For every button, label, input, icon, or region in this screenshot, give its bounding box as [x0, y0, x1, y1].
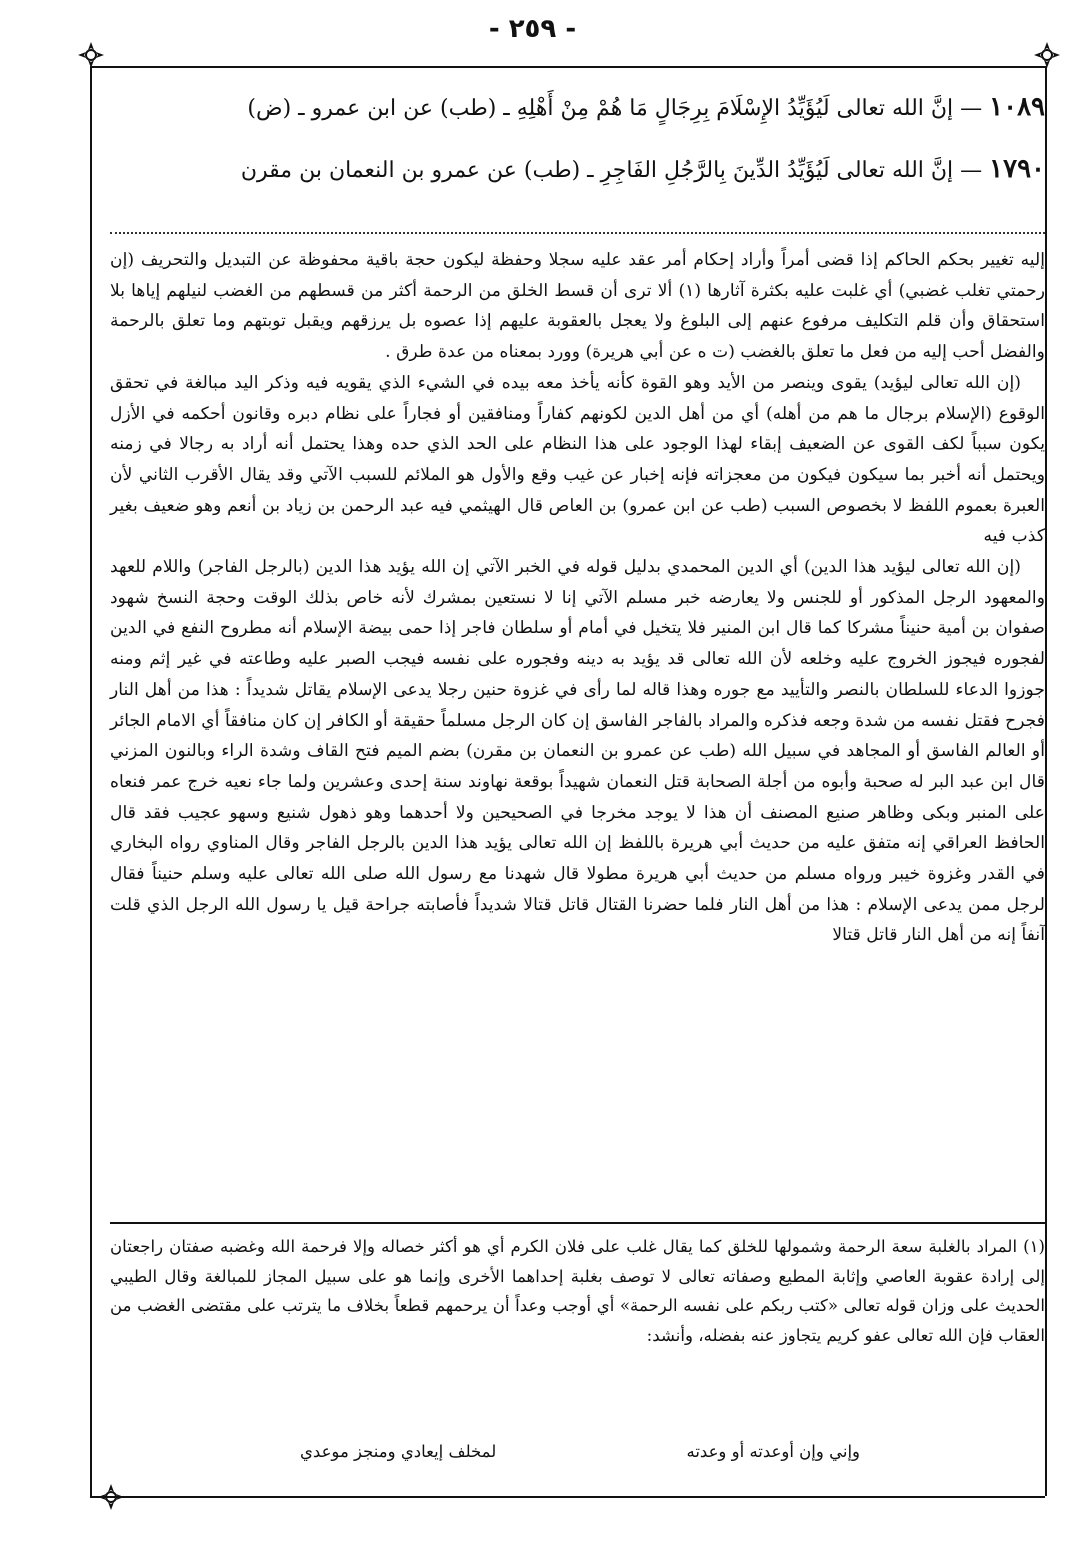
hadith-list: [110, 88, 1045, 212]
page-number: - ٢٥٩ -: [488, 14, 577, 44]
footnote: [110, 1232, 1045, 1350]
corner-ornament-icon: [76, 40, 106, 70]
footnote-divider: [110, 1222, 1045, 1224]
hadith-entry: [110, 88, 1045, 128]
hadith-entry: [110, 150, 1045, 190]
hadith-number: ١٧٩٠: [989, 154, 1045, 184]
commentary-paragraph: (إن الله تعالى ليؤيد) يقوى وينصر من الأيد وهو القوة كأنه يأخذ معه بيده في الشيء الذي يقويه فيه وذكر اليد مبالغة في تحقق الوقوع (الإسلام برجال ما هم من أهله) أي من أهل الدين لكونهم كفاراً ومنافقين أو فجاراً على نظام دبره وقانون أحكمه في الأزل يكون سبباً لكف القوى عن الضعيف إبقاء لهذا الوجود على هذا النظام على الحد الذي حده وهذا يحتمل أنه أراد به رجالا في زمنه ويحتمل أنه أخبر بما سيكون فيكون من معجزاته فإنه إخبار عن غيب وقع والأول هو الملائم للسبب الآتي وقد يقال الأقرب الثاني لأن العبرة بعموم اللفظ لا بخصوص السبب (طب عن ابن عمرو) بن العاص قال الهيثمي فيه عبد الرحمن بن زياد بن أنعم وهو ضعيف بغير كذب فيه: [110, 372, 1045, 547]
verse-second-hemistich: لمخلف إيعادي ومنجز موعدي: [300, 1442, 497, 1461]
corner-ornament-icon: [96, 1482, 126, 1512]
frame-left-line: [90, 66, 92, 1496]
hadith-text: — إنَّ الله تعالى لَيُؤَيِّدُ الدِّينَ بِالرَّجُلِ الفَاجِرِ ـ (طب) عن عمرو بن النعمان بن مقرن: [240, 158, 983, 183]
frame-top-line: [90, 66, 1045, 68]
frame-bottom-line: [90, 1496, 1045, 1498]
commentary-paragraph: إليه تغيير بحكم الحاكم إذا قضى أمراً وأراد إحكام أمر عقد عليه سجلا وحفظة ليكون حجة باقية محفوظة عن التبديل والتحريف (إن رحمتي تغلب غضبي) أي غلبت عليه بكثرة آثارها (١) ألا ترى أن قسط الخلق من الرحمة أكثر من قسطهم من الغضب لنيلهم إياها بلا استحقاق وأن قلم التكليف مرفوع عنهم إلى البلوغ ولا يعجل بالعقوبة عليهم إذا عصوه بل يرزقهم ويقبل توبتهم وما تعلق بالرحمة والفضل أحب إليه من فعل ما تعلق بالغضب (ت ه عن أبي هريرة) وورد بمعناه من عدة طرق .: [110, 250, 1046, 363]
hadith-text: — إنَّ الله تعالى لَيُؤَيِّدُ الإِسْلَامَ بِرِجَالٍ مَا هُمْ مِنْ أَهْلِهِ ـ (طب) عن ابن عمرو ـ (ض): [247, 96, 983, 121]
dotted-separator: [110, 232, 1045, 234]
commentary-body: [110, 245, 1045, 951]
footnote-verse: [300, 1442, 860, 1461]
footnote-text: (١) المراد بالغلبة سعة الرحمة وشمولها للخلق كما يقال غلب على فلان الكرم أي هو أكثر خصاله وإلا فرحمة الله وغضبه صفتان راجعتان إلى إرادة عقوبة العاصي وإثابة المطيع وصفاته تعالى لا توصف بغلبة إحداهما الأخرى وإنما هو على سبيل المجاز للمبالغة وقال الطيبي الحديث على وزان قوله تعالى «كتب ربكم على نفسه الرحمة» أي أوجب وعداً أن يرحمهم قطعاً بخلاف ما يترتب على مقتضى الغضب من العقاب فإن الله تعالى عفو كريم يتجاوز عنه بفضله، وأنشد:: [110, 1237, 1045, 1345]
hadith-number: ١٠٨٩: [989, 92, 1045, 122]
frame-right-line: [1045, 66, 1047, 1496]
commentary-paragraph: (إن الله تعالى ليؤيد هذا الدين) أي الدين المحمدي بدليل قوله في الخبر الآتي إن الله يؤيد هذا الدين (بالرجل الفاجر) واللام للعهد والمعهود الرجل المذكور أو للجنس ولا يعارضه خبر مسلم الآتي إنا لا نستعين بمشرك لأنه خاص بذلك الوقت وحجة النسخ شهود صفوان بن أمية حنيناً مشركا كما قال ابن المنير فلا يتخيل في أمام أو سلطان فاجر إذا حمى بيضة الإسلام أنه مطروح النفع في الدين لفجوره فيجوز الخروج عليه وخلعه لأن الله تعالى قد يؤيد به دينه وفجوره على نفسه فيجب الصبر عليه وطاعته في غير إثم ومنه جوزوا الدعاء للسلطان بالنصر والتأييد مع جوره وهذا قاله لما رأى في غزوة حنين رجلا يدعى الإسلام يقاتل شديداً : هذا من أهل النار فجرح فقتل نفسه من شدة وجعه فذكره والمراد بالفاجر الفاسق إن كان الرجل مسلماً حقيقة أو الكافر إن كان منافقاً أي الامام الجائر أو العالم الفاسق أو المجاهد في سبيل الله (طب عن عمرو بن النعمان بن مقرن) بضم الميم فتح القاف وشدة الراء وبالنون المزني قال ابن عبد البر له صحبة وأبوه من أجلة الصحابة قتل النعمان شهيداً بوقعة نهاوند سنة إحدى وعشرين ولما جاء نعيه خرج عمر فنعاه على المنبر وبكى وظاهر صنيع المصنف أن هذا لا يوجد مخرجا في الصحيحين ولا أحدهما وهو ذهول شنيع وسهو عجيب فقد قال الحافظ العراقي إنه متفق عليه من حديث أبي هريرة باللفظ إن الله تعالى يؤيد هذا الدين بالرجل الفاجر وقال المناوي رواه البخاري في القدر وغزوة خيبر ورواه مسلم من حديث أبي هريرة مطولا قال شهدنا مع رسول الله صلى الله تعالى عليه وسلم حنيناً فقال لرجل ممن يدعى الإسلام : هذا من أهل النار فلما حضرنا القتال قاتل قتالا شديداً فأصابته جراحة قيل يا رسول الله الرجل الذي قلت آنفاً إنه من أهل النار قاتل قتالا: [110, 557, 1045, 946]
corner-ornament-icon: [1032, 40, 1062, 70]
verse-first-hemistich: وإني وإن أوعدته أو وعدته: [686, 1442, 860, 1461]
